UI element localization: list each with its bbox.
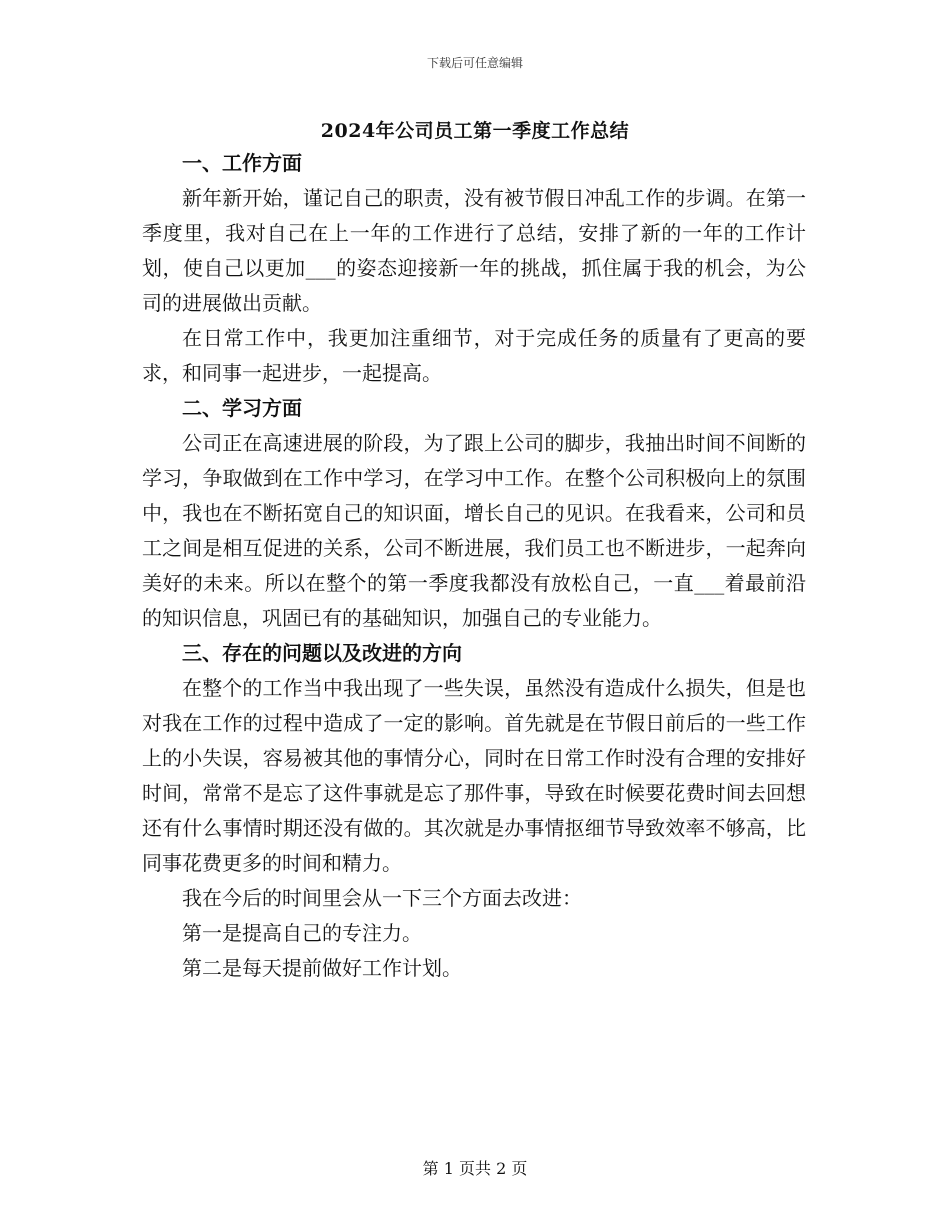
page-number-footer: 第 1 页共 2 页 (422, 1159, 528, 1178)
paragraph: 我在今后的时间里会从一下三个方面去改进： (182, 886, 582, 910)
header-note: 下载后可任意编辑 (426, 56, 523, 70)
paragraph: 公司正在高速进展的阶段，为了跟上公司的脚步，我抽出时间不间断的学习，争取做到在工作中学习，在学习中工作。在整个公司积极向上的氛围中，我也在不断拓宽自己的知识面，增长自己的见识。在我看来，公司和员工之间是相互促进的关系，公司不断进展，我们员工也不断进步，一起奔向美好的未来。所以在整个的第一季度我都没有放松自己，一直___着最前沿的知识信息，巩固已有的基础知识，加强自己的专业能力。 (142, 431, 806, 630)
paragraph: 第二是每天提前做好工作计划。 (182, 956, 462, 980)
section-heading: 三、存在的问题以及改进的方向 (182, 641, 462, 665)
paragraph: 在日常工作中，我更加注重细节，对于完成任务的质量有了更高的要求，和同事一起进步，一起提高。 (142, 326, 806, 385)
paragraph: 在整个的工作当中我出现了一些失误，虽然没有造成什么损失，但是也对我在工作的过程中造成了一定的影响。首先就是在节假日前后的一些工作上的小失误，容易被其他的事情分心，同时在日常工作时没有合理的安排好时间，常常不是忘了这件事就是忘了那件事，导致在时候要花费时间去回想还有什么事情时期还没有做的。其次就是办事情抠细节导致效率不够高，比同事花费更多的时间和精力。 (142, 676, 806, 875)
document-body (142, 146, 806, 986)
paragraph: 新年新开始，谨记自己的职责，没有被节假日冲乱工作的步调。在第一季度里，我对自己在上一年的工作进行了总结，安排了新的一年的工作计划，使自己以更加___的姿态迎接新一年的挑战，抓住属于我的机会，为公司的进展做出贡献。 (142, 186, 806, 315)
paragraph: 第一是提高自己的专注力。 (182, 921, 422, 945)
document-title: 2024年公司员工第一季度工作总结 (320, 120, 630, 142)
section-heading: 二、学习方面 (182, 396, 302, 420)
section-heading: 一、工作方面 (182, 151, 302, 175)
